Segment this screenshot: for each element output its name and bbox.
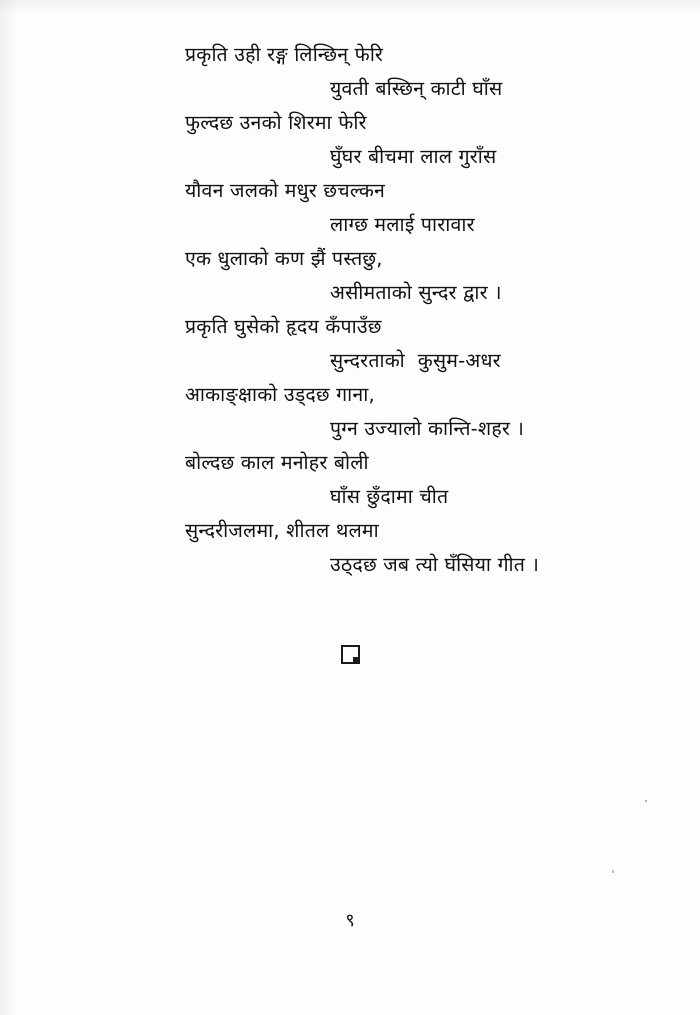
poem-line: सुन्दरीजलमा, शीतल थलमा <box>185 519 379 543</box>
poem-line: बोल्दछ काल मनोहर बोली <box>185 451 369 475</box>
poem-body <box>0 38 700 582</box>
ornament <box>0 645 700 668</box>
paper-speck <box>612 870 614 873</box>
poem-line: प्रकृति घुसेको हृदय कँपाउँछ <box>185 315 382 339</box>
poem-line: पुग्न उज्यालो कान्ति-शहर । <box>330 417 525 441</box>
poem-line: एक धुलाको कण झैं पस्तछु, <box>185 247 383 271</box>
page-number: ९ <box>345 910 355 931</box>
poem-line: युवती बस्छिन् काटी घाँस <box>330 77 503 101</box>
poem-line: फुल्दछ उनको शिरमा फेरि <box>185 111 367 135</box>
page-edge-shadow-top <box>0 0 700 14</box>
paper-speck <box>645 800 647 802</box>
square-ornament-icon <box>341 645 360 664</box>
poem-line: सुन्दरताको कुसुम-अधर <box>330 349 501 373</box>
poem-line: घाँस छुँदामा चीत <box>330 485 449 509</box>
poem-line: यौवन जलको मधुर छचल्कन <box>185 179 386 203</box>
poem-line: असीमताको सुन्दर द्वार । <box>330 281 502 305</box>
poem-line: उठ्दछ जब त्यो घँसिया गीत । <box>330 553 540 577</box>
poem-line: घुँघर बीचमा लाल गुराँस <box>330 145 497 169</box>
poem-line: लाग्छ मलाई पारावार <box>330 213 475 237</box>
poem-line: प्रकृति उही रङ्ग लिन्छिन् फेरि <box>185 43 384 67</box>
poem-line: आकाङ्क्षाको उड्दछ गाना, <box>185 383 375 407</box>
